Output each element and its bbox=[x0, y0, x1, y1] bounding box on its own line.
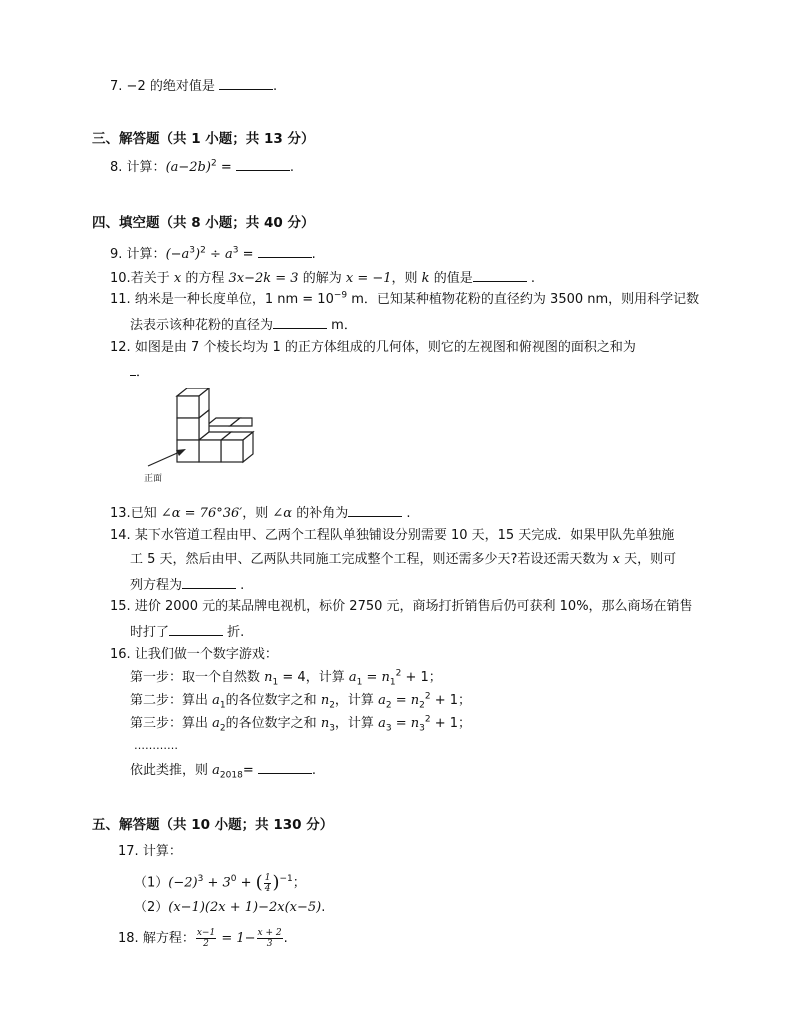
fraction: $\frac{1}{4}$ bbox=[264, 872, 271, 894]
question-15: 15. 进价 2000 元的某品牌电视机，标价 2750 元，商场打折销售后仍可获利 10%，那么商场在销售 bbox=[110, 599, 693, 614]
question-12-line-2: ． bbox=[130, 362, 149, 382]
cube-face bbox=[177, 418, 199, 440]
question-14: 14. 某下水管道工程由甲、乙两个工程队单独铺设分别需要 10 天，15 天完成．如果甲队先单独施 bbox=[110, 528, 675, 543]
cube-face bbox=[177, 396, 199, 418]
question-17: 17. 计算： bbox=[118, 844, 182, 859]
cube-face bbox=[221, 440, 243, 462]
cube-figure bbox=[140, 388, 270, 488]
question-17-part-2: （2）(x−1)(2x + 1)−2x(x−5). bbox=[134, 900, 326, 915]
answer-blank[interactable] bbox=[473, 268, 527, 282]
figure-label: 正面 bbox=[144, 474, 163, 484]
question-8: 8. 计算：$(a-2b)^2$ = . bbox=[110, 158, 294, 175]
section-heading-3: 三、解答题（共 1 小题；共 13 分） bbox=[92, 131, 315, 147]
question-16-dots: ………… bbox=[134, 739, 178, 752]
answer-blank[interactable] bbox=[273, 315, 327, 329]
question-16-step-3: 第三步：算出 $a_2$的各位数字之和 $n_3$，计算 $a_3 = n_3^2 + 1$； bbox=[130, 714, 472, 734]
answer-blank[interactable] bbox=[182, 575, 236, 589]
question-12: 12. 如图是由 7 个棱长均为 1 的正方体组成的几何体，则它的左视图和俯视图的面积之和为 bbox=[110, 340, 636, 355]
section-heading-4: 四、填空题（共 8 小题；共 40 分） bbox=[92, 215, 315, 231]
question-16: 16. 让我们做一个数字游戏： bbox=[110, 647, 278, 662]
question-10: 10.若关于 x 的方程 3x−2k = 3 的解为 x = −1，则 k 的值是 . bbox=[110, 268, 535, 288]
question-14-line-2: 工 5 天，然后由甲、乙两队共同施工完成整个工程，则还需多少天?若设还需天数为 x 天，则可 bbox=[130, 552, 677, 567]
answer-blank[interactable] bbox=[169, 622, 223, 636]
question-11: 11. 纳米是一种长度单位，1 nm = $10^{-9}$ m．已知某种植物花粉的直径约为 3500 nm，则用科学记数 bbox=[110, 290, 700, 307]
answer-blank[interactable] bbox=[219, 76, 273, 90]
question-number: 7. bbox=[110, 79, 123, 94]
fraction: $\frac{x-1}{2}$ bbox=[196, 928, 216, 949]
question-text: −2 的绝对值是 bbox=[126, 79, 215, 94]
cube-face bbox=[199, 440, 221, 462]
question-18: 18. 解方程： $\frac{x-1}{2}$ = 1− $\frac{x + 2}{3}$ . bbox=[118, 928, 288, 949]
question-16-step-2: 第二步：算出 $a_1$的各位数字之和 $n_2$，计算 $a_2 = n_2^2 + 1$； bbox=[130, 691, 472, 711]
question-13: 13.已知 ∠α = 76°36′，则 ∠α 的补角为 . bbox=[110, 503, 410, 523]
answer-blank[interactable] bbox=[348, 503, 402, 517]
answer-blank[interactable] bbox=[236, 157, 290, 171]
question-16-last: 依此类推，则 $a_{2018}=$ . bbox=[130, 760, 316, 780]
question-15-line-2: 时打了 折. bbox=[130, 622, 244, 642]
question-7: 7. −2 的绝对值是 . bbox=[110, 76, 277, 96]
answer-blank[interactable] bbox=[258, 760, 312, 774]
answer-blank[interactable] bbox=[258, 244, 312, 258]
question-9: 9. 计算：$(-a^3)^2 \div a^3$ = . bbox=[110, 245, 316, 262]
fraction: $\frac{x + 2}{3}$ bbox=[257, 928, 282, 949]
section-heading-5: 五、解答题（共 10 小题；共 130 分） bbox=[92, 817, 334, 833]
question-17-part-1: $(1)(-2)^3 + 3^0$ + ( $\frac{1}{4}$ )$^{-1}$； bbox=[134, 872, 306, 894]
question-14-line-3: 列方程为 . bbox=[130, 575, 244, 595]
question-16-step-1: 第一步：取一个自然数 $n_1 = 4$，计算 $a_1 = n_1^2 + 1$； bbox=[130, 668, 442, 688]
question-11-line-2: 法表示该种花粉的直径为 m． bbox=[130, 315, 357, 335]
